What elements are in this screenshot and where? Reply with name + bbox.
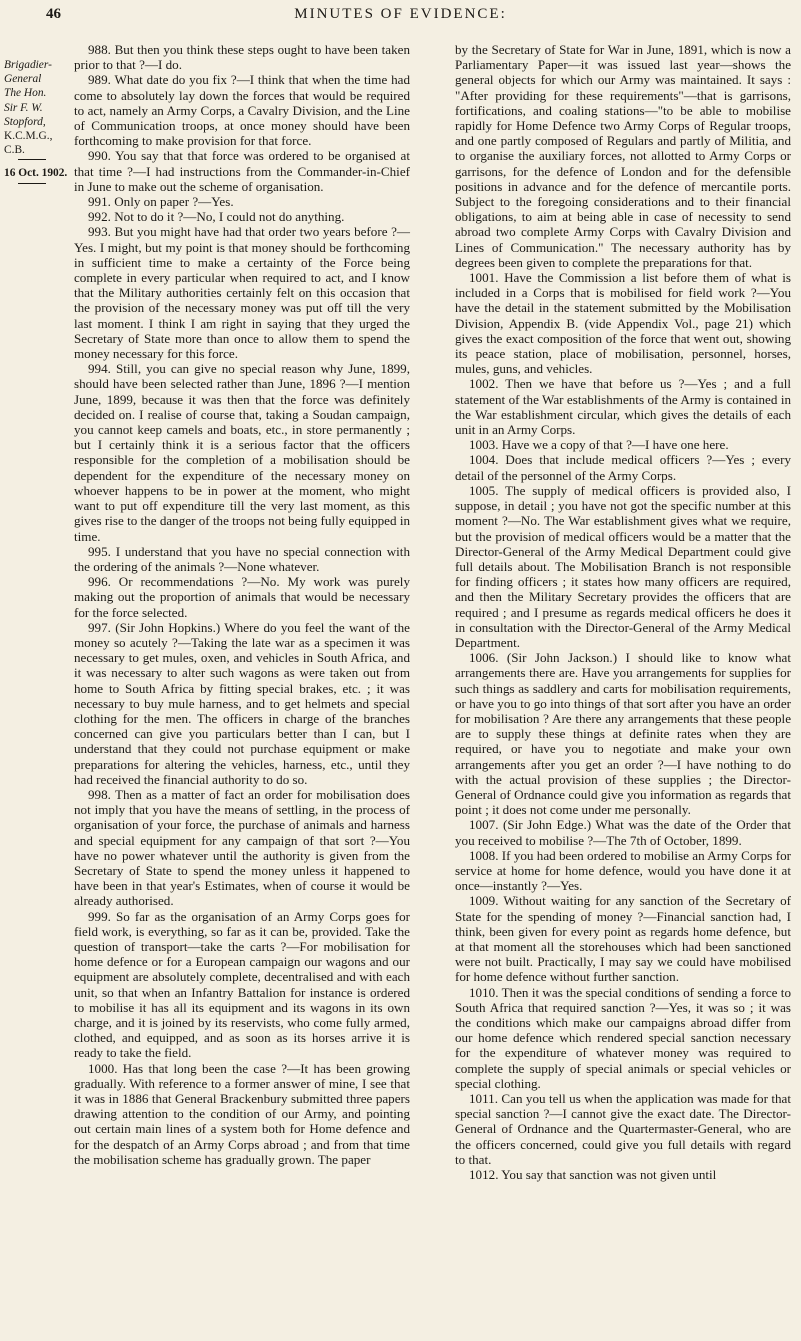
witness-margin-note	[4, 58, 68, 184]
question-994: 994. Still, you can give no special reason why June, 1899, should have been selected rather than June, 1896 ?—I mention June, 1899, because it was then that the force was definitely decided on. I realise of course that, taking a Soudan campaign, you cannot keep camels and boats, etc., in store permanently ; but I certainly think it is a serious factor that the officers responsible for the completion of a mobilisation should be dependent for the expenditure of the necessary money on whoever happens to be in power at the moment, who might want to put off expenditure till the very last moment, as this gives rise to the danger of the troops not being fully equipped in time.	[74, 361, 411, 544]
evidence-date: 16 Oct. 1902.	[4, 167, 68, 180]
question-1004: 1004. Does that include medical officers ?—Yes ; every detail of the personnel of the Army Corps.	[455, 452, 791, 483]
question-1009: 1009. Without waiting for any sanction of the Secretary of State for the spending of money ?—Financial sanction had, I think, been given for every point as regards home defence, but at that moment all the storehouses which had been sanctioned were not built. Practically, I may say we could have mobilised for home defence without further sanction.	[455, 893, 791, 985]
witness-title: The Hon.	[4, 87, 47, 100]
margin-rule	[18, 159, 46, 160]
left-column	[74, 42, 410, 1167]
question-999: 999. So far as the organisation of an Army Corps goes for field work, is everything, so far as it can be, provided. Take the question of transport—take the carts ?—For mobilisation for home defence or for a European campaign our wagons and our equipment are absolutely complete, decentralised and with each unit, so that when an Infantry Battalion for instance is ordered to mobilise it has all its equipment and its wagons in its own charge, and it is joined by its reservists, who come fully armed, clothed, and equipped, and as soon as its horses arrive it is ready to take the field.	[74, 908, 410, 1061]
question-1000: 1000. Has that long been the case ?—It has been growing gradually. With reference to a former answer of mine, I see that it was in 1886 that General Brackenbury submitted three papers drawing attention to the condition of our Army, and pointing out certain main lines of a system both for Home defence and for the despatch of an Army Corps abroad ; and from that time the mobilisation scheme has gradually grown. The paper	[74, 1060, 410, 1167]
question-992: 992. Not to do it ?—No, I could not do anything.	[88, 209, 345, 225]
question-1010: 1010. Then it was the special conditions of sending a force to South Africa that required sanction ?—Yes, it was so ; it was the conditions which make our campaigns abroad differ from our home defence which rendered special sanction necessary for the expenditure of whatever money was required to complete the supply of special animals or special vehicles or special clothing.	[455, 984, 791, 1091]
question-998: 998. Then as a matter of fact an order for mobilisation does not imply that you have the means of settling, in the process of organisation of your force, the purchase of animals and harness and special equipment for any campaign of that sort ?—You have no power whatever until the authority is given from the Secretary of State to spend the money unless it happened to have been in that year's Estimates, when of course it would be already authorised.	[74, 786, 410, 909]
question-1011: 1011. Can you tell us when the application was made for that special sanction ?—I cannot give the exact date. The Director-General of Ordnance and the Quartermaster-General, who are the officers concerned, could give you full details with regard to that.	[455, 1091, 791, 1167]
running-title: MINUTES OF EVIDENCE:	[294, 6, 507, 22]
right-column	[455, 42, 791, 1182]
witness-surname: Stopford,	[4, 115, 46, 128]
question-989: 989. What date do you fix ?—I think that when the time had come to absolutely lay down the forces that would be required to act, namely an Army Corps, a Cavalry Division, and the Line of Communication troops, at once money should have been forthcoming to make provision for that force.	[74, 72, 410, 149]
question-1002: 1002. Then we have that before us ?—Yes ; and a full statement of the War establishments of the Army is contained in the War establishment circular, which gives the details of each unit in an Army Corps.	[455, 376, 791, 438]
question-991: 991. Only on paper ?—Yes.	[88, 194, 234, 210]
margin-rule	[18, 183, 46, 184]
witness-rank-cont: General	[4, 73, 42, 86]
question-997: 997. (Sir John Hopkins.) Where do you feel the want of the money so acutely ?—Taking the late war as a specimen it was necessary to get mules, oxen, and vehicles in South Africa, and it was necessary to alter such wagons as were taken out from home to South Africa by fitting special brakes, etc. ; it was necessary to buy mule harness, and to get helmets and special clothing for the men. The officers in charge of the branches concerned can give you particulars better than I can, but I understand that they could not purchase equipment or make preparations for altering the vehicles, harness, etc., until they had received the financial authority to do so.	[74, 619, 410, 787]
question-1008: 1008. If you had been ordered to mobilise an Army Corps for service at home for home defence, would you have done it at once—instantly ?—Yes.	[455, 847, 791, 894]
witness-name: Sir F. W.	[4, 101, 43, 114]
question-1003: 1003. Have we a copy of that ?—I have one here.	[469, 437, 729, 453]
question-988: 988. But then you think these steps ought to have been taken prior to that ?—I do.	[74, 42, 410, 73]
question-1007: 1007. (Sir John Edge.) What was the date of the Order that you received to mobilise ?—The 7th of October, 1899.	[455, 817, 791, 848]
question-1005: 1005. The supply of medical officers is provided also, I suppose, in detail ; you have not got the specific number at this moment ?—No. The War establishment gives what we require, but the provision of medical officers would be a matter that the Director-General of the Army Medical Department could give full details about. The Mobilisation Branch is not responsible for finding officers ; it states how many officers are required, and then the Military Secretary provides the officers that are required ; and I presume as regards medical officers he does it in consultation with the Director-General of the Army Medical Department.	[455, 482, 791, 650]
witness-rank: Brigadier-	[4, 59, 52, 71]
question-993: 993. But you might have had that order two years before ?—Yes. I might, but my point is that money should be forthcoming in sufficient time to make a certainty of the Force being complete in every particular when required to act, and I know that the Military authorities certainly felt on this occasion that the provision of the necessary money was put off till the very last moment. I think I am right in saying that they urged the Secretary of State more than once to allow them to spend the money necessary for this force.	[74, 224, 410, 362]
page-number: 46	[46, 6, 61, 22]
question-995: 995. I understand that you have no special connection with the ordering of the animals ?—None whatever.	[74, 543, 410, 574]
question-996: 996. Or recommendations ?—No. My work was purely making out the proportion of animals that would be necessary for the force selected.	[74, 574, 410, 620]
question-1006: 1006. (Sir John Jackson.) I should like to know what arrangements there are. Have you arrangements for supplies for such things as saddlery and carts for mobilisation requirements, or have you to go into things of that sort after you have an order for mobilisation ? Are there any arrangements that these people are to supply these things at definite rates when they are required, or have you to negotiate and make your own arrangements after you get an order ?—I have nothing to do with the actual provision of these supplies ; the Director-General of Ordnance could give you information as regards that point ; it does not come under me personally.	[455, 650, 791, 818]
question-1012: 1012. You say that sanction was not given until	[469, 1167, 717, 1183]
page-header	[0, 6, 801, 30]
question-1001: 1001. Have the Commission a list before them of what is included in a Corps that is mobilised for field work ?—You have the detail in the statement submitted by the Mobilisation Division, Appendix B. (vide Appendix Vol., page 21) which gives the exact composition of the force that went out, showing its peace station, place of mobilisation, personnel, horses, mules, guns, and vehicles.	[455, 270, 791, 377]
question-990: 990. You say that that force was ordered to be organised at that time ?—I had instructions from the Commander-in-Chief in June to make out the scheme of organisation.	[74, 148, 410, 194]
answer-1000-continued: by the Secretary of State for War in June, 1891, which is now a Parliamentary Paper—it was issued last year—shows the general objects for which our Army was maintained. It says : "After providing for these requirements"—that is garrisons, fortifications, and coaling stations—"to be able to mobilise rapidly for Home Defence two Army Corps of Regular troops, and one partly composed of Regulars and partly of Militia, and to organise the auxiliary forces, not allotted to Army Corps or garrisons, for the defence of London and for the defensible positions in advance and for the defence of mercantile ports. Subject to the foregoing considerations and to their financial obligations, to aim at being able in case of necessity to send abroad two complete Army Corps with Cavalry Division and Lines of Communication." The necessary authority has by degrees been given to complete the preparations for that.	[455, 42, 791, 270]
witness-honours: K.C.M.G., C.B.	[4, 130, 53, 157]
